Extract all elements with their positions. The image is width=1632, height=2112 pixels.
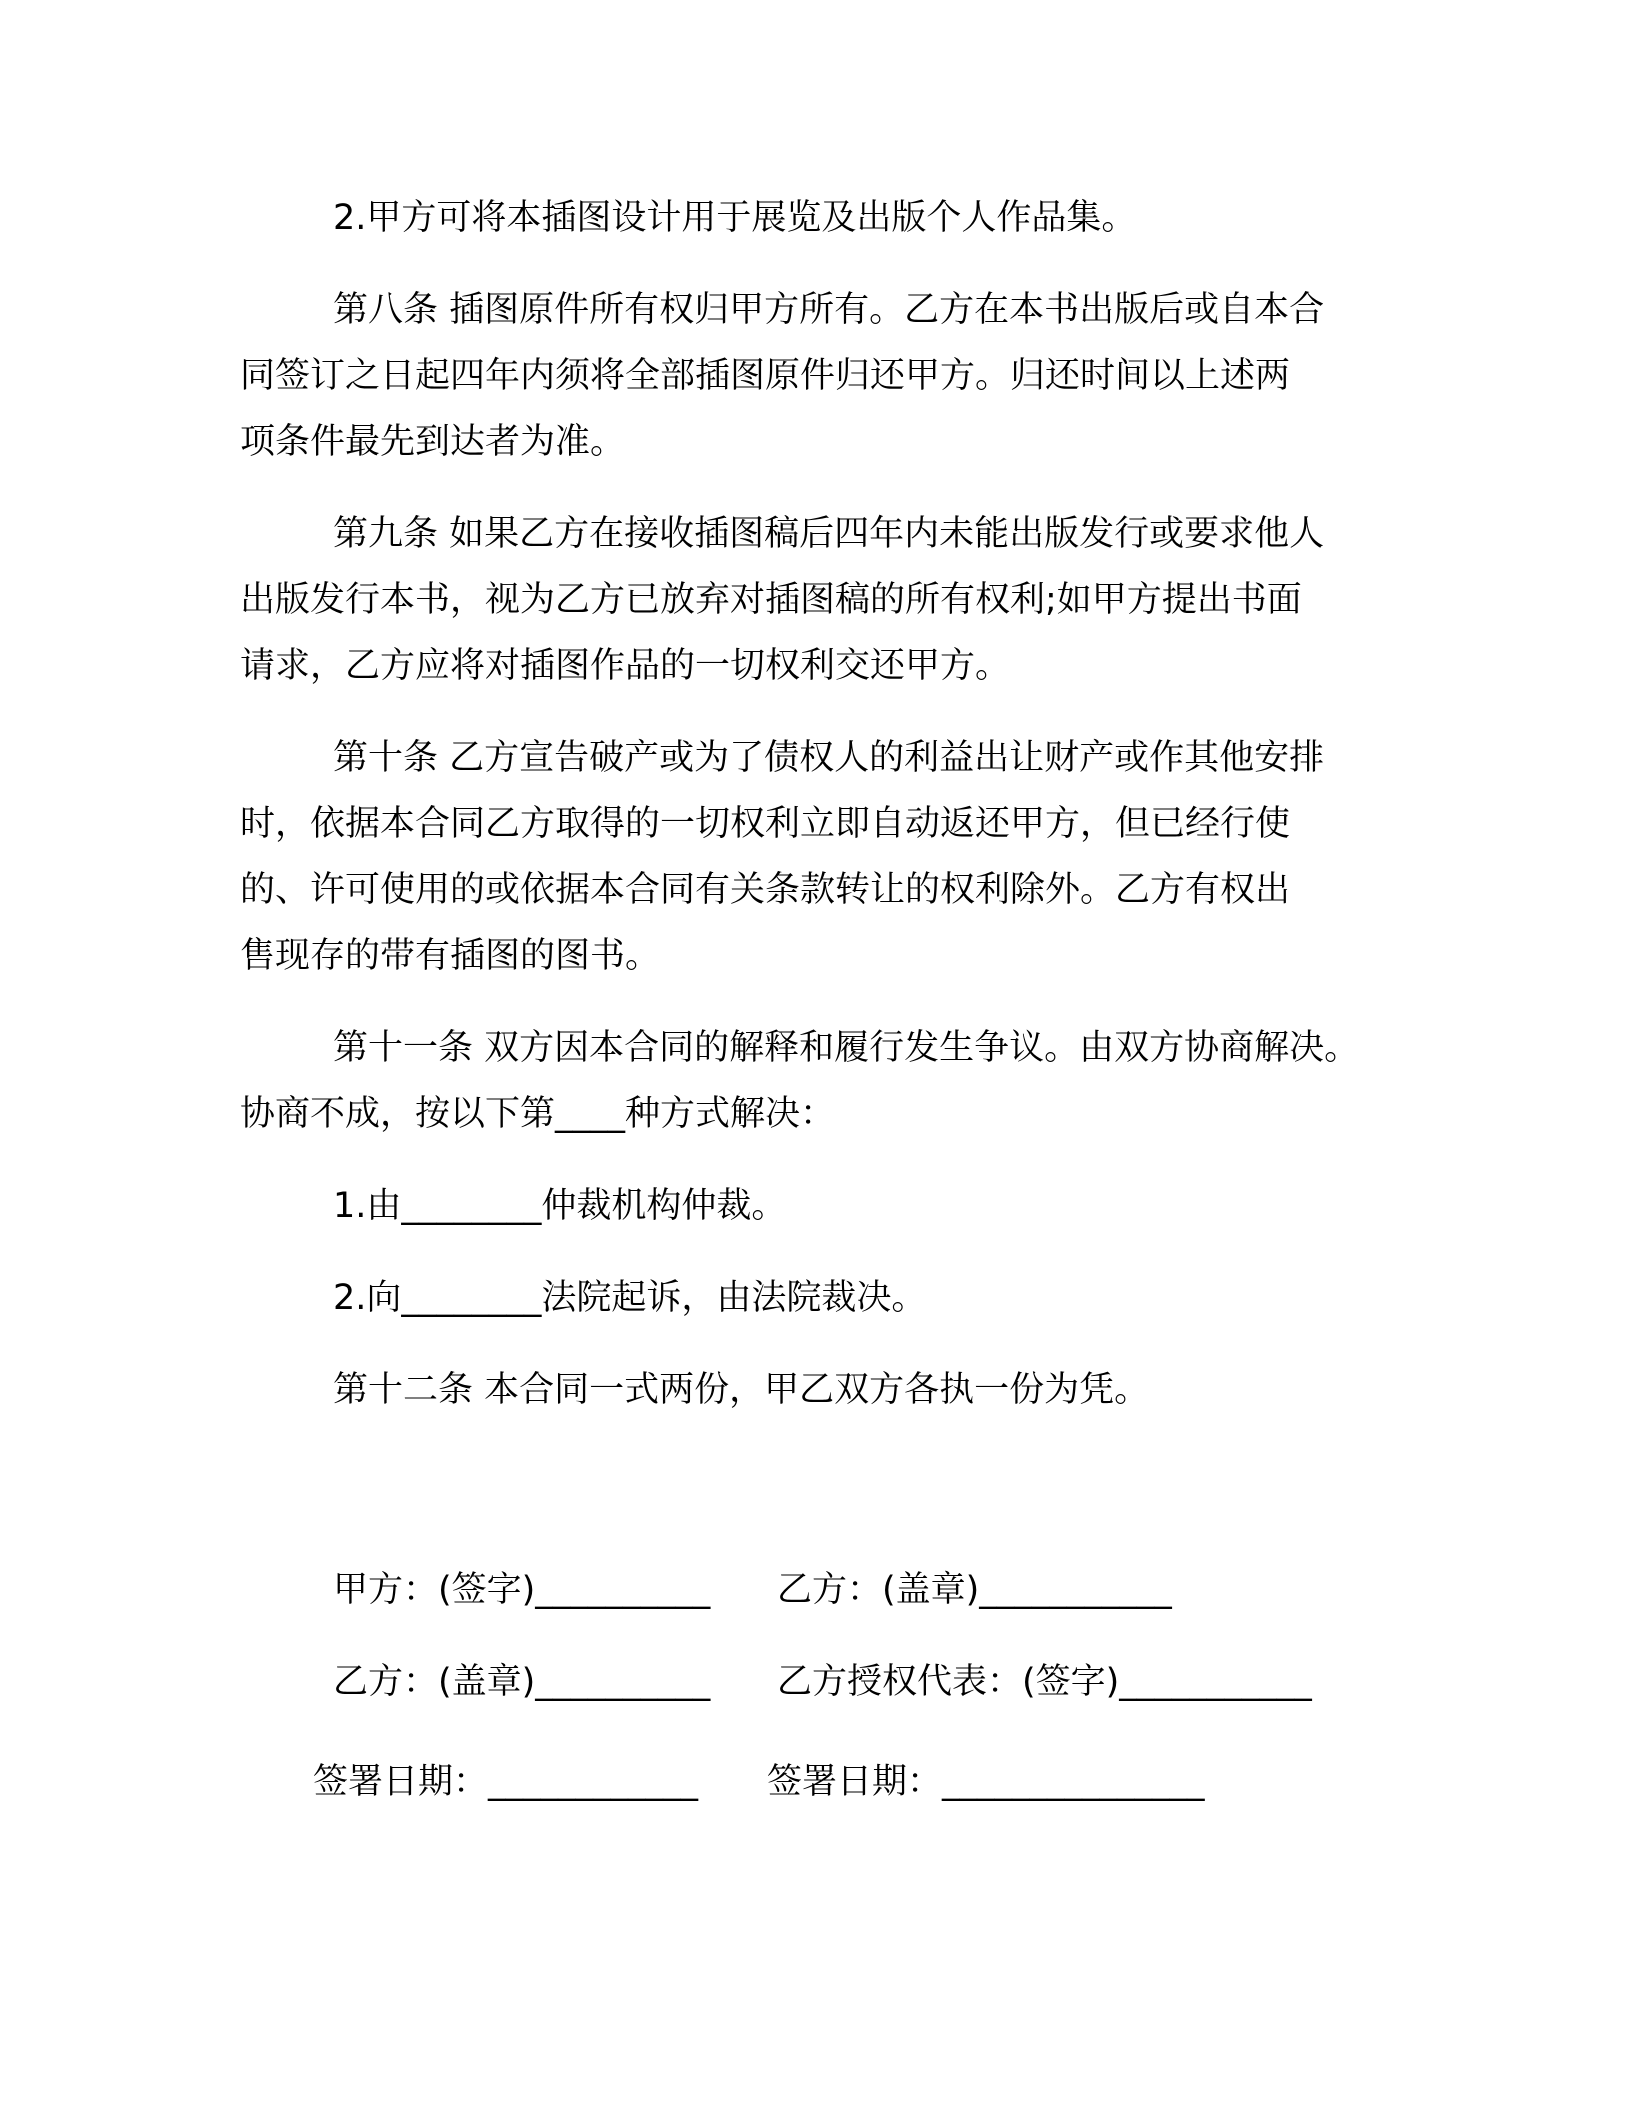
party-a-signature-field: 甲方：(签字)__________ (333, 1570, 711, 1610)
article-10-line-4: 售现存的带有插图的图书。 (240, 936, 661, 976)
article-10-line-1: 第十条 乙方宣告破产或为了债权人的利益出让财产或作其他安排 (333, 738, 1325, 778)
option-1-arbitration: 1.由________仲裁机构仲裁。 (333, 1186, 787, 1226)
paragraph-item-2: 2.甲方可将本插图设计用于展览及出版个人作品集。 (333, 198, 1137, 238)
article-9-line-3: 请求，乙方应将对插图作品的一切权利交还甲方。 (240, 646, 1011, 686)
article-11-line-1: 第十一条 双方因本合同的解释和履行发生争议。由双方协商解决。 (333, 1028, 1360, 1068)
article-9-line-2: 出版发行本书，视为乙方已放弃对插图稿的所有权利;如甲方提出书面 (240, 580, 1302, 620)
party-b-representative-signature-field: 乙方授权代表：(签字)___________ (777, 1662, 1312, 1702)
option-2-court: 2.向________法院起诉，由法院裁决。 (333, 1278, 927, 1318)
party-b-seal-field-2: 乙方：(盖章)__________ (333, 1662, 711, 1702)
signing-date-right: 签署日期：_______________ (767, 1762, 1205, 1802)
article-11-line-2: 协商不成，按以下第____种方式解决： (240, 1094, 836, 1134)
signing-date-left: 签署日期：____________ (313, 1762, 699, 1802)
article-10-line-2: 时，依据本合同乙方取得的一切权利立即自动返还甲方，但已经行使 (240, 804, 1291, 844)
article-10-line-3: 的、许可使用的或依据本合同有关条款转让的权利除外。乙方有权出 (240, 870, 1291, 910)
article-8-line-1: 第八条 插图原件所有权归甲方所有。乙方在本书出版后或自本合 (333, 290, 1325, 330)
article-12-line-1: 第十二条 本合同一式两份，甲乙双方各执一份为凭。 (333, 1370, 1150, 1410)
article-8-line-3: 项条件最先到达者为准。 (240, 422, 626, 462)
article-9-line-1: 第九条 如果乙方在接收插图稿后四年内未能出版发行或要求他人 (333, 514, 1325, 554)
article-8-line-2: 同签订之日起四年内须将全部插图原件归还甲方。归还时间以上述两 (240, 356, 1291, 396)
party-b-seal-field: 乙方：(盖章)___________ (777, 1570, 1172, 1610)
